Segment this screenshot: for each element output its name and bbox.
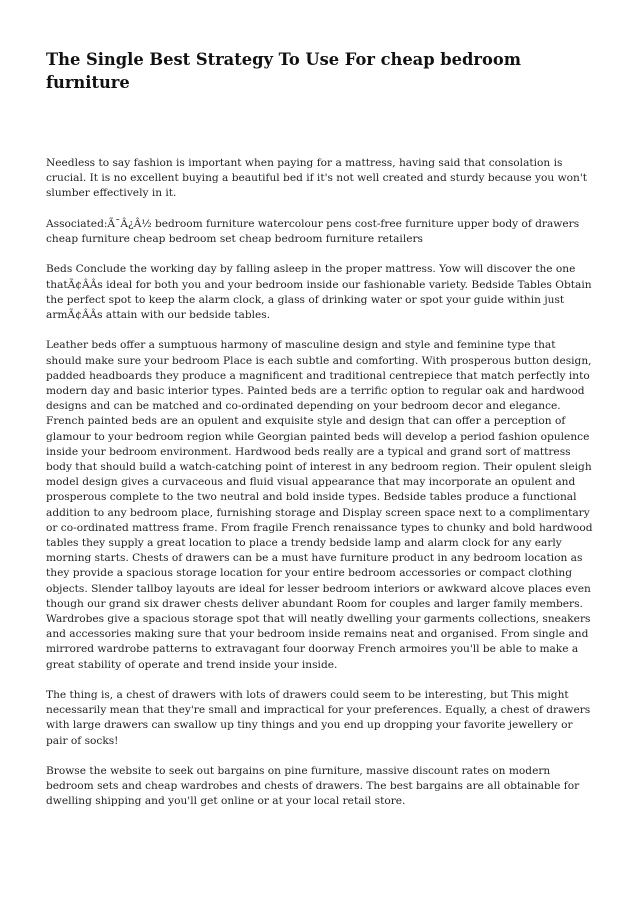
paragraph-browse: Browse the website to seek out bargains on pine furniture, massive discount rates on modern bedroom sets and cheap wardrobes and chests of drawers. The best bargains are all obtainable for dwelling shipping and you'll get online or at your local retail store. [46, 765, 580, 808]
document-body [46, 156, 593, 810]
paragraph-intro: Needless to say fashion is important when paying for a mattress, having said that consolation is crucial. It is no excellent buying a beautiful bed if it's not well created and sturdy because you won't slumber effectively in it. [46, 157, 588, 200]
paragraph-chest-of-drawers: The thing is, a chest of drawers with lots of drawers could seem to be interesting, but This might necessarily mean that they're small and impractical for your preferences. Equally, a chest of drawers with large drawers can swallow up tiny things and you end up dropping your favorite jewellery or pair of socks! [46, 689, 591, 747]
paragraph-beds: Beds Conclude the working day by falling asleep in the proper mattress. Yow will discover the one thatÃ¢ÂÂs ideal for both you and your bedroom inside our fashionable variety. Bedside Tables Obtain the perfect spot to keep the alarm clock, a glass of drinking water or spot your guide within just armÃ¢ÂÂs attain with our bedside tables. [46, 263, 592, 321]
paragraph-associated: Associated:Ã¯Â¿Â½ bedroom furniture watercolour pens cost-free furniture upper body of drawers cheap furniture cheap bedroom set cheap bedroom furniture retailers [46, 217, 580, 245]
document-title: The Single Best Strategy To Use For cheap bedroom furniture [46, 50, 521, 92]
paragraph-leather-beds: Leather beds offer a sumptuous harmony of masculine design and style and feminine type that should make sure your bedroom Place is each subtle and comforting. With prosperous button design, padded headboards they produce a magnificent and traditional centrepiece that match perfectly into modern day and basic interior types. Painted beds are a terrific option to regular oak and hardwood designs and can be matched and co-ordinated depending on your bedroom decor and elegance. French painted beds are an opulent and exquisite style and design that can offer a perception of glamour to your bedroom region while Georgian painted beds will develop a period fashion opulence inside your bedroom environment. Hardwood beds really are a typical and grand sort of mattress body that should build a watch-catching point of interest in any bedroom region. Their opulent sleigh model design gives a curvaceous and fluid visual appearance that may incorporate an opulent and prosperous complete to the two neutral and bold inside types. Bedside tables produce a functional addition to any bedroom place, furnishing storage and Display screen space next to a complimentary or co-ordinated mattress frame. From fragile French renaissance types to chunky and bold hardwood tables they supply a great location to place a trendy bedside lamp and alarm clock for any early morning starts. Chests of drawers can be a must have furniture product in any bedroom location as they provide a spacious storage location for your entire bedroom accessories or compact clothing objects. Slender tallboy layouts are ideal for lesser bedroom interiors or awkward alcove places even though our grand six drawer chests deliver abundant Room for couples and larger family members. Wardrobes give a spacious storage spot that will neatly dwelling your garments collections, sneakers and accessories making sure that your bedroom inside remains neat and organised. From single and mirrored wardrobe patterns to extravagant four doorway French armoires you'll be able to make a great stability of operate and trend inside your inside. [46, 339, 593, 671]
